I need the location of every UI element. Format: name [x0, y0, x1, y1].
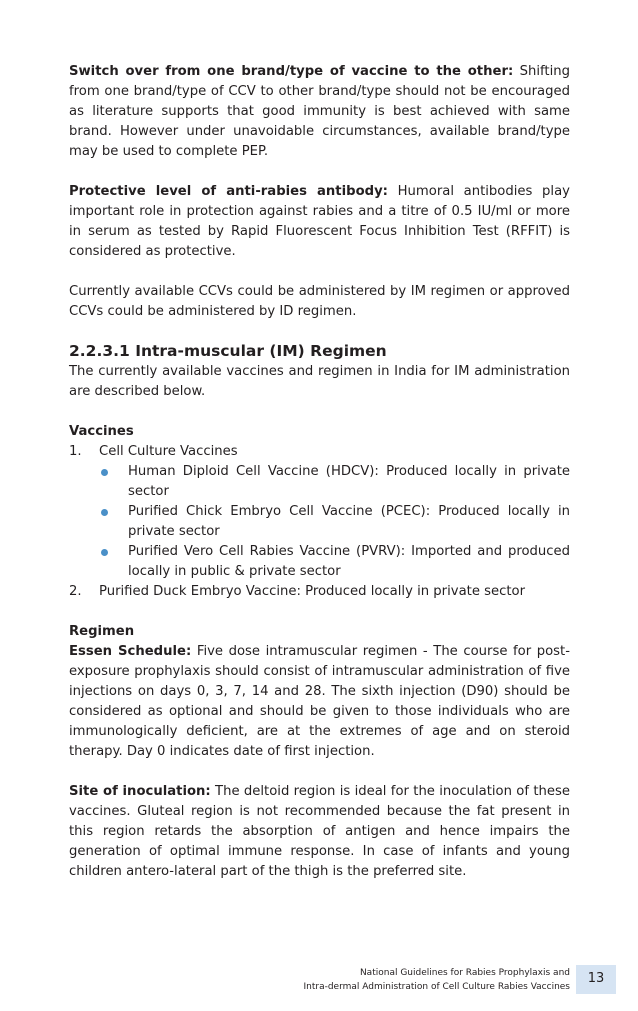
item-text: Cell Culture Vaccines: [99, 444, 238, 459]
page-number: 13: [587, 971, 605, 986]
page-footer: [303, 966, 570, 994]
item-number: 1.: [69, 444, 82, 459]
page-number-box: [576, 965, 616, 994]
protective-text: Humoral antibodies play important role in protection against rabies and a titre of 0.5 IU/ml or more in serum as tested by Rapid Fluorescent Focus Inhibition Test (RFFIT) is considered as protective.: [69, 184, 570, 259]
essen-paragraph: [69, 642, 570, 762]
footer-line-1: National Guidelines for Rabies Prophylaxis and: [359, 968, 570, 978]
list-item: [69, 442, 570, 462]
site-text: The deltoid region is ideal for the inoculation of these vaccines. Gluteal region is not recommended because the fat present in this region retards the absorption of antigen and hence impairs the generation of optimal immune response. In case of infants and young children antero-lateral part of the thigh is the preferred site.: [69, 784, 570, 879]
protective-title: Protective level of anti-rabies antibody:: [69, 184, 388, 199]
section-heading: 2.2.3.1 Intra-muscular (IM) Regimen: [69, 342, 387, 360]
intro-paragraph: The currently available vaccines and regimen in India for IM administration are described below.: [69, 364, 570, 399]
switch-text: Shifting from one brand/type of CCV to other brand/type should not be encouraged as literature supports that good immunity is best achieved with same brand. However under unavoidable circumstances, available brand/type may be used to complete PEP.: [69, 64, 570, 159]
bullet-item: [69, 542, 570, 582]
vaccines-label: Vaccines: [69, 424, 134, 439]
footer-line-2: Intra-dermal Administration of Cell Culture Rabies Vaccines: [303, 982, 570, 992]
item-number: 2.: [69, 584, 82, 599]
bullet-icon: [69, 542, 128, 582]
bullet-text: Purified Chick Embryo Cell Vaccine (PCEC): Produced locally in private sector: [128, 504, 570, 539]
switch-paragraph: [69, 62, 570, 162]
essen-title: Essen Schedule:: [69, 644, 192, 659]
protective-paragraph: [69, 182, 570, 262]
ccv-paragraph: Currently available CCVs could be administered by IM regimen or approved CCVs could be administered by ID regimen.: [69, 284, 570, 319]
bullet-icon: [69, 502, 128, 542]
regimen-label: Regimen: [69, 624, 135, 639]
item-text: Purified Duck Embryo Vaccine: Produced locally in private sector: [99, 584, 526, 599]
document-body: [69, 62, 570, 882]
site-paragraph: [69, 782, 570, 882]
bullet-text: Purified Vero Cell Rabies Vaccine (PVRV): Imported and produced locally in public & private sector: [128, 544, 570, 579]
switch-title: Switch over from one brand/type of vaccine to the other:: [69, 64, 514, 79]
bullet-icon: [69, 462, 128, 502]
list-item: [69, 582, 570, 602]
site-title: Site of inoculation:: [69, 784, 211, 799]
bullet-item: [69, 502, 570, 542]
bullet-item: [69, 462, 570, 502]
essen-text: Five dose intramuscular regimen - The course for post-exposure prophylaxis should consist of intramuscular administration of five injections on days 0, 3, 7, 14 and 28. The sixth injection (D90) should be considered as optional and should be given to those individuals who are immunologically deficient, are at the extremes of age and on steroid therapy. Day 0 indicates date of first injection.: [69, 644, 570, 759]
bullet-text: Human Diploid Cell Vaccine (HDCV): Produced locally in private sector: [128, 464, 570, 499]
